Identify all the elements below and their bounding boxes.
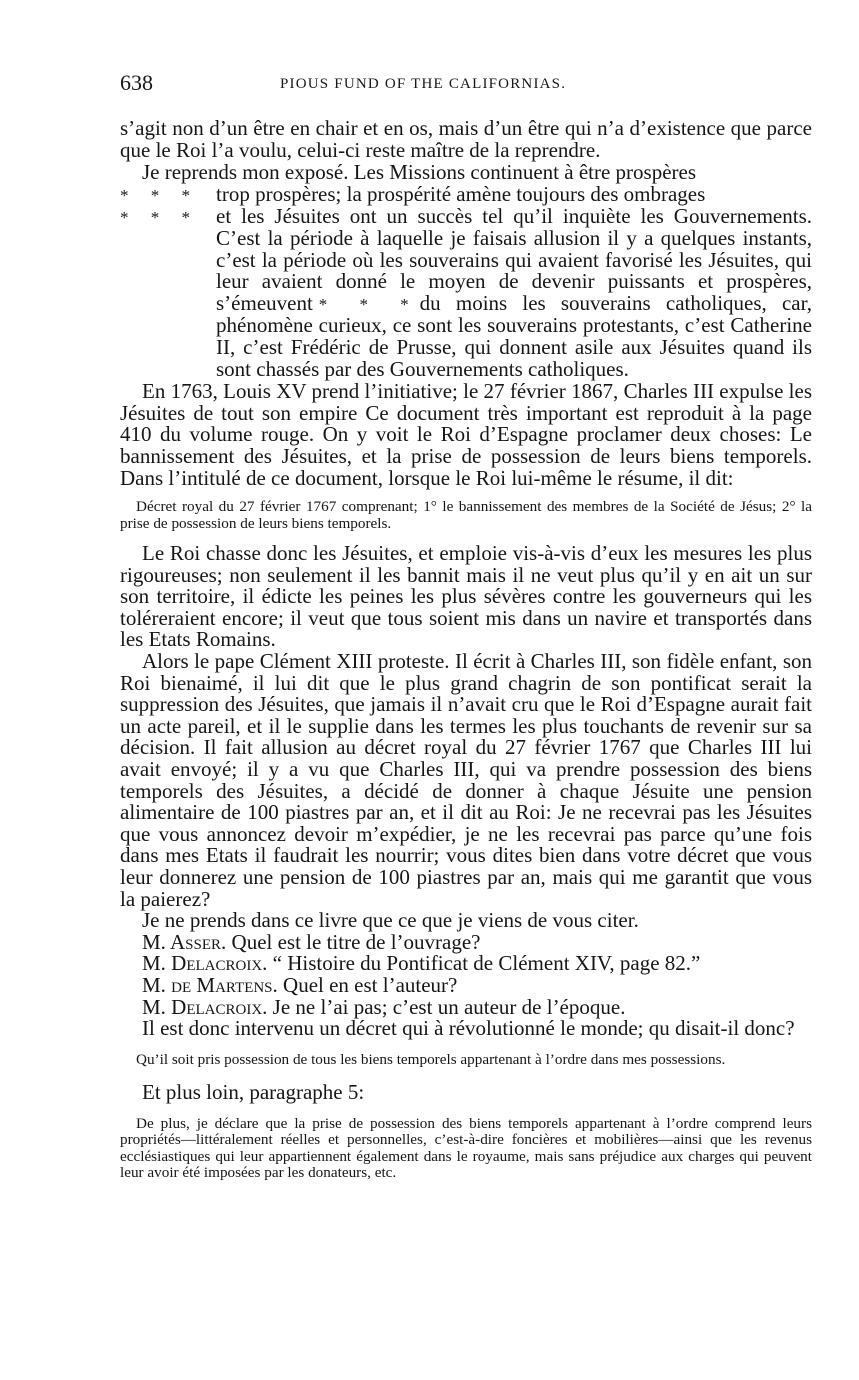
dialogue-text: Quel en est l’auteur? — [283, 972, 458, 997]
page-number: 638 — [120, 70, 153, 95]
ellipsis-stars: * * * — [120, 185, 199, 205]
dialogue-text: Quel est le titre de l’ouvrage? — [231, 929, 481, 954]
dialogue-line — [120, 953, 812, 975]
page-header — [120, 70, 812, 102]
paragraph: Je ne prends dans ce livre que ce que je viens de vous citer. — [142, 908, 639, 933]
paragraph-text: du moins les souverains catholiques, car, phénomène curieux, ce sont les souverains protestants, c’est Catherine II, c’est Frédéric de Prusse, qui donnent asile aux Jésuites quand ils sont chassés par des Gouvernements catholiques. — [216, 290, 813, 381]
speaker-name: M. de Martens. — [142, 972, 278, 997]
block-quote: Qu’il soit pris possession de tous les biens temporels appartenant à l’ordre dans mes possessions. — [136, 1050, 726, 1068]
paragraph-line — [120, 181, 812, 207]
paragraph: s’agit non d’un être en chair et en os, mais d’un être qui n’a d’existence que parce que le Roi l’a voulu, celui-ci reste maître de la reprendre. — [120, 116, 812, 162]
body-text — [120, 118, 812, 1182]
speaker-name: M. Asser. — [142, 929, 227, 954]
dialogue-text: Je ne l’ai pas; c’est un auteur de l’époque. — [272, 994, 626, 1019]
paragraph: Le Roi chasse donc les Jésuites, et emploie vis-à-vis d’eux les mesures les plus rigoureuses; non seulement il les bannit mais il ne veut plus qu’il y en ait un sur son territoire, il édicte les peines les plus sévères contre les gouverneurs qui les toléreraient encore; il veut que tous soient mis dans un navire et transportés dans les Etats Romains. — [120, 541, 812, 652]
dialogue-line — [120, 994, 812, 1019]
speaker-name: M. Delacroix. — [142, 994, 268, 1019]
dialogue-line — [120, 972, 812, 997]
paragraph-line — [120, 206, 812, 380]
paragraph: Et plus loin, paragraphe 5: — [142, 1080, 365, 1105]
paragraph-text: trop prospères; la prospérité amène toujours des ombrages — [216, 181, 706, 206]
block-quote: Décret royal du 27 février 1767 comprenant; 1° le bannissement des membres de la Société de Jésus; 2° la prise de possession de leurs biens temporels. — [120, 498, 812, 532]
speaker-name: M. Delacroix. — [142, 951, 268, 976]
paragraph: Il est donc intervenu un décret qui à révolutionné le monde; qu disait-il donc? — [142, 1016, 795, 1041]
running-head: PIOUS FUND OF THE CALIFORNIAS. — [280, 76, 567, 92]
paragraph — [120, 162, 812, 184]
paragraph-text — [216, 206, 812, 380]
paragraph-text: et les Jésuites ont un succès tel qu’il inquiète les Gouvernements. C’est la période à laquelle je faisais allusion il y a quelques instants, c’est la période où les souverains qui avaient favorisé les Jésuites, qui leur avaient donné le moyen de devenir puissants et prospères, s’émeuvent — [216, 204, 812, 315]
paragraph: En 1763, Louis XV prend l’initiative; le 27 février 1867, Charles III expulse les Jésuites de tout son empire Ce document très important est reproduit à la page 410 du volume rouge. On y voit le Roi d’Espagne proclamer deux choses: Le bannissement des Jésuites, et la prise de possession de leurs biens temporels. Dans l’intitulé de ce document, lorsque le Roi lui-même le résume, il dit: — [120, 379, 812, 490]
dialogue-line — [120, 929, 812, 954]
ellipsis-stars: * * * — [318, 294, 418, 314]
paragraph: Alors le pape Clément XIII proteste. Il écrit à Charles III, son fidèle enfant, son Roi bienaimé, il lui dit que le plus grand chagrin de son pontificat serait la suppression des Jésuites, que jamais il n’avait cru que le Roi d’Espagne aurait fait un acte pareil, et il le supplie dans les termes les plus touchants de revenir sur sa décision. Il fait allusion au décret royal du 27 février 1767 que Charles III lui avait envoyé; il y a vu que Charles III, qui va prendre possession des biens temporels des Jésuites, a décidé de donner à chaque Jésuite une pension alimentaire de 100 piastres par an, et il dit au Roi: Je ne recevrai pas les Jésuites que vous annoncez devoir m’expédier, je ne les recevrai pas parce qu’une fois dans mes Etats il faudrait les nourrir; vous dites bien dans votre décret que vous leur donnerez une pension de 100 piastres par an, mais qui me garantit que vous la paierez? — [120, 649, 812, 911]
paragraph-text: Je reprends mon exposé. Les Missions continuent à être prospères — [142, 160, 697, 185]
dialogue-text: “ Histoire du Pontificat de Clément XIV, page 82.” — [272, 951, 701, 976]
ellipsis-stars: * * * — [120, 208, 199, 228]
block-quote: De plus, je déclare que la prise de possession des biens temporels appartenant à l’ordre comprend leurs propriétés—littéralement réelles et personnelles, c’est-à-dire foncières et mobilières—ainsi que les revenus ecclésiastiques qui leur appartiennent également dans le royaume, mais sans préjudice aux charges qui peuvent leur avoir été imposées par les donateurs, etc. — [120, 1114, 812, 1182]
